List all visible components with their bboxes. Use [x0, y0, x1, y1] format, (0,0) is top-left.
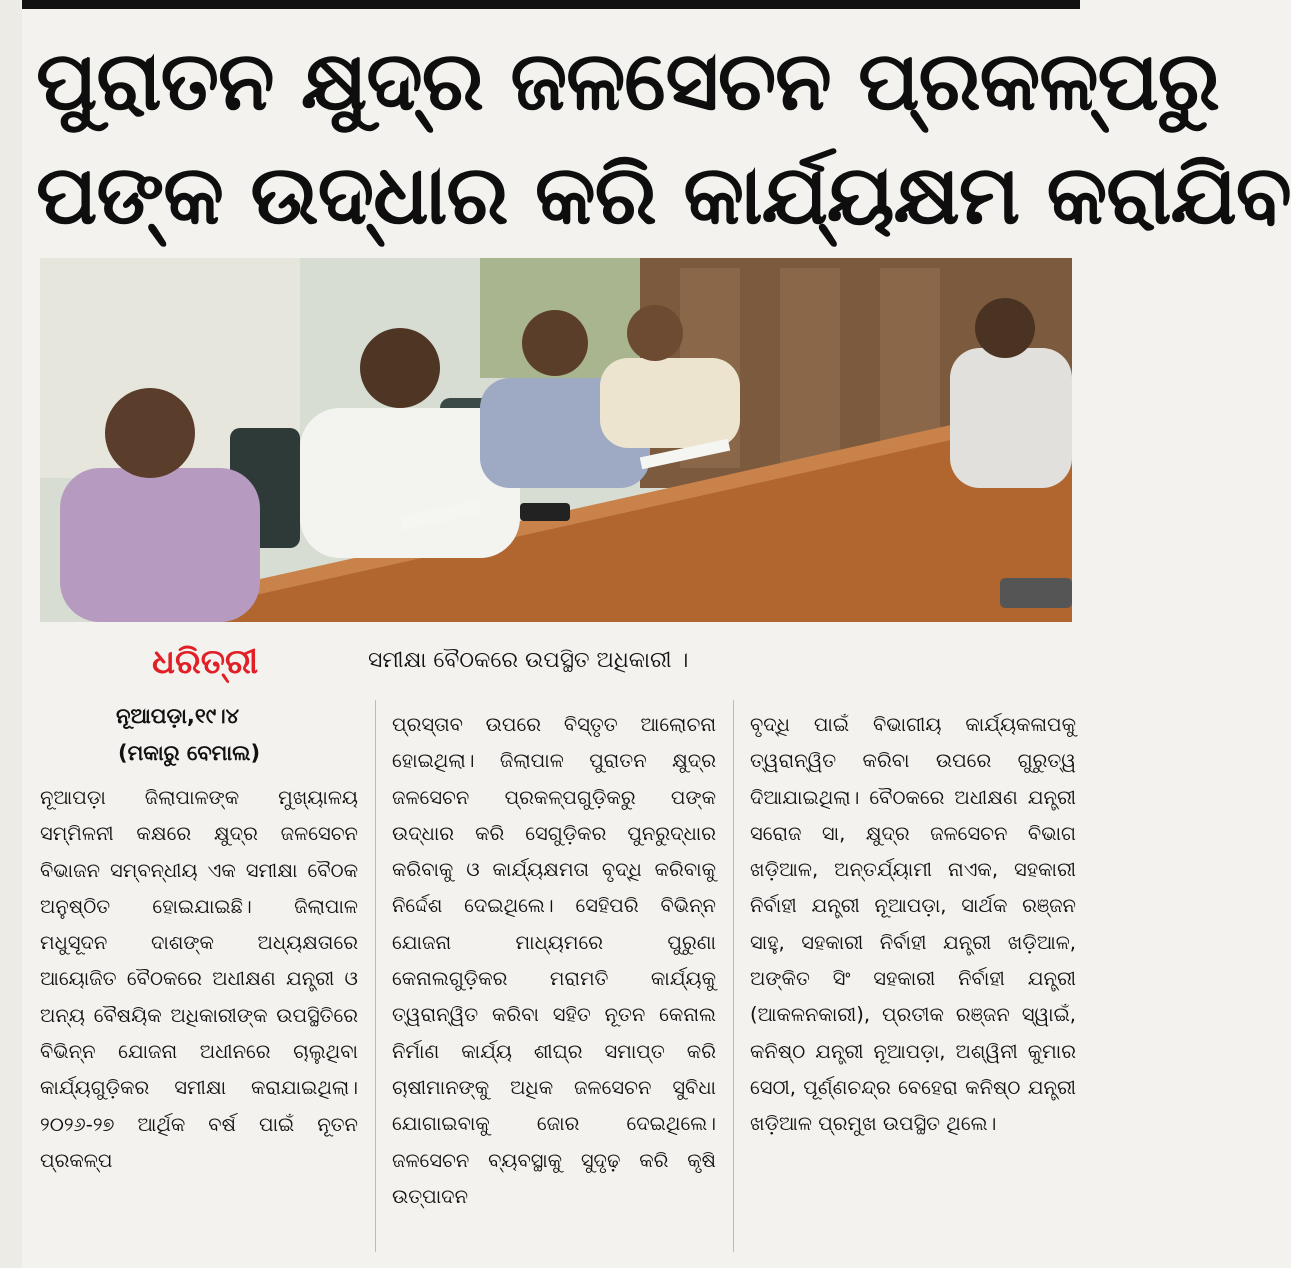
article-paragraph: ପ୍ରସ୍ତାବ ଉପରେ ବିସ୍ତୃତ ଆଲୋଚନା ହୋଇଥିଲା। ଜିଲାପାଳ ପୁରାତନ କ୍ଷୁଦ୍ର ଜଳସେଚନ ପ୍ରକଳ୍ପଗୁଡ଼ିକରୁ ପଙ୍କ ଉଦ୍ଧାର କରି ସେଗୁଡ଼ିକର ପୁନରୁଦ୍ଧାର କରିବାକୁ ଓ କାର୍ଯ୍ୟକ୍ଷମତା ବୃଦ୍ଧି କରିବାକୁ ନିର୍ଦ୍ଦେଶ ଦେଇଥିଲେ। ସେହିପରି ବିଭିନ୍ନ ଯୋଜନା ମାଧ୍ୟମରେ ପୁରୁଣା କେନାଲଗୁଡ଼ିକର ମରାମତି କାର୍ଯ୍ୟକୁ ତ୍ୱରାନ୍ୱିତ କରିବା ସହିତ ନୂତନ କେନାଲ ନିର୍ମାଣ କାର୍ଯ୍ୟ ଶୀଘ୍ର ସମାପ୍ତ କରି ଚାଷୀମାନଙ୍କୁ ଅଧିକ ଜଳସେଚନ ସୁବିଧା ଯୋଗାଇବାକୁ ଜୋର ଦେଇଥିଲେ। ଜଳସେଚନ ବ୍ୟବସ୍ଥାକୁ ସୁଦୃଢ଼ କରି କୃଷି ଉତ୍ପାଦନ [392, 713, 716, 1208]
byline: (ମକାରୁ ବେମାଲ) [118, 741, 261, 765]
adjacent-column-edge [0, 0, 22, 1268]
column-divider [733, 700, 734, 1252]
news-photo [40, 258, 1072, 622]
headline-line-1: ପୁରାତନ କ୍ଷୁଦ୍ର ଜଳସେଚନ ପ୍ରକଳ୍ପରୁ [36, 34, 1219, 129]
column-divider [375, 700, 376, 1252]
photo-caption: ସମୀକ୍ଷା ବୈଠକରେ ଉପସ୍ଥିତ ଅଧିକାରୀ । [368, 648, 689, 673]
headline-line-2: ପଙ୍କ ଉଦ୍ଧାର କରି କାର୍ଯ୍ୟକ୍ଷମ କରାଯିବ [36, 148, 1291, 243]
top-rule [0, 0, 1080, 9]
dateline: ନୂଆପଡ଼ା,୧୯।୪ [116, 704, 240, 728]
article-paragraph: ବୃଦ୍ଧି ପାଇଁ ବିଭାଗୀୟ କାର୍ଯ୍ୟକଳାପକୁ ତ୍ୱରାନ୍ୱିତ କରିବା ଉପରେ ଗୁରୁତ୍ୱ ଦିଆଯାଇଥିଲା। ବୈଠକରେ ଅଧୀକ୍ଷଣ ଯନ୍ତ୍ରୀ ସରୋଜ ସା, କ୍ଷୁଦ୍ର ଜଳସେଚନ ବିଭାଗ ଖଡ଼ିଆଳ, ଅନ୍ତର୍ଯ୍ୟାମୀ ନାଏକ, ସହକାରୀ ନିର୍ବାହୀ ଯନ୍ତ୍ରୀ ନୂଆପଡ଼ା, ସାର୍ଥକ ରଞ୍ଜନ ସାହୁ, ସହକାରୀ ନିର୍ବାହୀ ଯନ୍ତ୍ରୀ ଖଡ଼ିଆଳ, ଅଙ୍କିତ ସିଂ ସହକାରୀ ନିର୍ବାହୀ ଯନ୍ତ୍ରୀ (ଆକଳନକାରୀ), ପ୍ରତୀକ ରଞ୍ଜନ ସ୍ୱାଇଁ, କନିଷ୍ଠ ଯନ୍ତ୍ରୀ ନୂଆପଡ଼ା, ଅଶ୍ୱିନୀ କୁମାର ସେଠୀ, ପୂର୍ଣ୍ଣଚନ୍ଦ୍ର ବେହେରା କନିଷ୍ଠ ଯନ୍ତ୍ରୀ ଖଡ଼ିଆଳ ପ୍ରମୁଖ ଉପସ୍ଥିତ ଥିଲେ। [750, 713, 1076, 1136]
article-column-2 [392, 707, 716, 1253]
article-paragraph: ନୂଆପଡ଼ା ଜିଲାପାଳଙ୍କ ମୁଖ୍ୟାଳୟ ସମ୍ମିଳନୀ କକ୍ଷରେ କ୍ଷୁଦ୍ର ଜଳସେଚନ ବିଭାଜନ ସମ୍ବନ୍ଧୀୟ ଏକ ସମୀକ୍ଷା ବୈଠକ ଅନୁଷ୍ଠିତ ହୋଇଯାଇଛି। ଜିଲାପାଳ ମଧୁସୂଦନ ଦାଶଙ୍କ ଅଧ୍ୟକ୍ଷତାରେ ଆୟୋଜିତ ବୈଠକରେ ଅଧୀକ୍ଷଣ ଯନ୍ତ୍ରୀ ଓ ଅନ୍ୟ ବୈଷୟିକ ଅଧିକାରୀଙ୍କ ଉପସ୍ଥିତିରେ ବିଭିନ୍ନ ଯୋଜନା ଅଧୀନରେ ଚାଲୁଥିବା କାର୍ଯ୍ୟଗୁଡ଼ିକର ସମୀକ୍ଷା କରାଯାଇଥିଲା। ୨୦୨୬-୨୭ ଆର୍ଥିକ ବର୍ଷ ପାଇଁ ନୂତନ ପ୍ରକଳ୍ପ [40, 786, 358, 1172]
article-column-3 [750, 707, 1076, 1253]
masthead-logo: ଧରିତ୍ରୀ [152, 642, 259, 682]
article-column-1 [40, 780, 358, 1250]
